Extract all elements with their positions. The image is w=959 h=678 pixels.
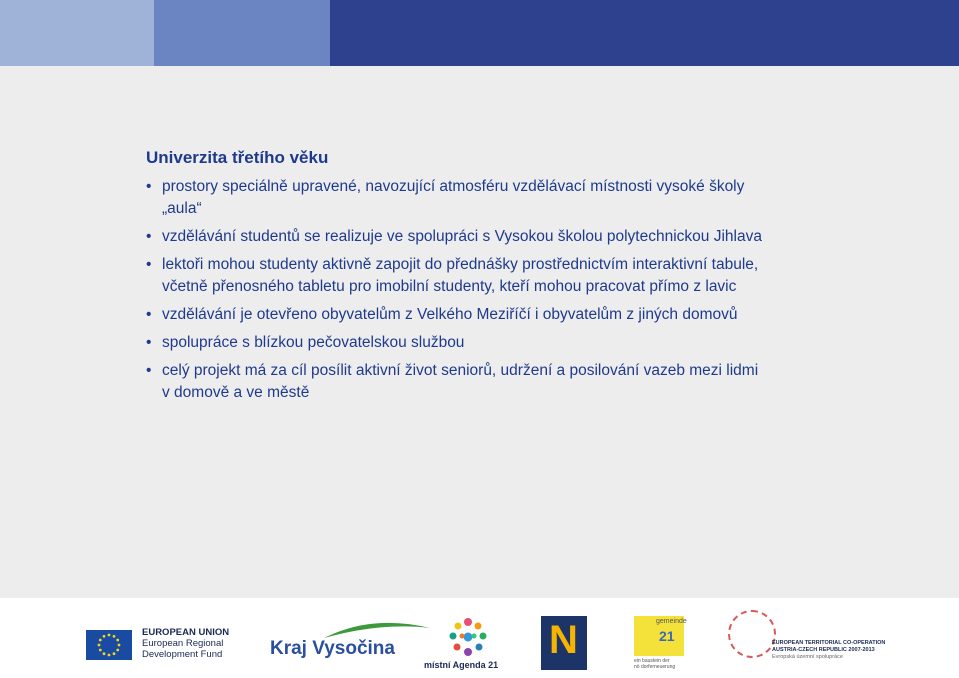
gemeinde-sub-1: ein baustein der — [634, 658, 670, 664]
list-item-text: „aula“ — [162, 200, 202, 217]
list-item — [146, 226, 876, 248]
slide-heading: Univerzita třetího věku — [146, 148, 329, 167]
eu-flag-icon — [86, 630, 132, 660]
list-item — [146, 332, 876, 354]
kraj-swoosh-icon — [322, 618, 432, 640]
gemeinde-sub-2: nö dorferneuerung — [634, 664, 676, 670]
eu-line-2: European Regional — [142, 638, 224, 649]
etc-text — [772, 640, 885, 661]
list-item — [146, 360, 876, 404]
eu-line-1: EUROPEAN UNION — [142, 627, 230, 638]
agenda21-text: místní Agenda 21 — [424, 660, 499, 670]
list-item — [146, 304, 876, 326]
list-item — [146, 176, 876, 220]
bullet-icon: • — [146, 228, 152, 245]
top-bar-segment-dark — [330, 0, 959, 66]
agenda21-dots-icon — [446, 616, 490, 665]
footer-logos — [0, 598, 959, 678]
top-color-bar — [0, 0, 959, 66]
gemeinde-top-text: gemeinde — [656, 618, 687, 625]
gemeinde21-subtext — [634, 658, 675, 670]
kraj-logo-text: Kraj Vysočina — [270, 638, 395, 659]
list-item-text: prostory speciálně upravené, navozující atmosféru vzdělávací místnosti vysoké školy — [162, 178, 745, 195]
list-item-text: spolupráce s blízkou pečovatelskou službou — [162, 334, 465, 351]
n-logo — [541, 616, 587, 670]
bullet-icon: • — [146, 362, 152, 379]
etc-line-3: Evropská územní spolupráce — [772, 654, 843, 660]
top-bar-segment-light — [0, 0, 154, 66]
list-item-text: vzdělávání je otevřeno obyvatelům z Velkého Meziříčí i obyvatelům z jiných domovů — [162, 306, 738, 323]
eu-line-3: Development Fund — [142, 649, 223, 660]
bullet-icon: • — [146, 178, 152, 195]
etc-line-1: EUROPEAN TERRITORIAL CO-OPERATION — [772, 640, 886, 646]
bullet-icon: • — [146, 334, 152, 351]
gemeinde-number: 21 — [659, 628, 675, 644]
bullet-list — [146, 176, 876, 410]
list-item-text: celý projekt má za cíl posílit aktivní život seniorů, udržení a posilování vazeb mezi lidmi — [162, 362, 759, 379]
list-item-text: lektoři mohou studenty aktivně zapojit do přednášky prostřednictvím interaktivní tabule, — [162, 256, 759, 273]
kraj-vysocina-logo — [270, 638, 395, 660]
n-logo-letter: N — [549, 618, 578, 662]
bullet-icon: • — [146, 256, 152, 273]
eu-logo-text — [142, 627, 229, 660]
list-item — [146, 254, 876, 298]
etc-line-2: AUSTRIA-CZECH REPUBLIC 2007-2013 — [772, 647, 875, 653]
list-item-text: vzdělávání studentů se realizuje ve spolupráci s Vysokou školou polytechnickou Jihlava — [162, 228, 762, 245]
gemeinde21-logo — [634, 616, 687, 656]
top-bar-segment-mid — [154, 0, 330, 66]
bullet-icon: • — [146, 306, 152, 323]
list-item-text: včetně přenosného tabletu pro imobilní studenty, kteří mohou pracovat přímo z lavic — [162, 278, 737, 295]
slide-content-area — [0, 66, 959, 598]
cz-at-cooperation-icon — [728, 610, 776, 658]
list-item-text: v domově a ve městě — [162, 384, 310, 401]
